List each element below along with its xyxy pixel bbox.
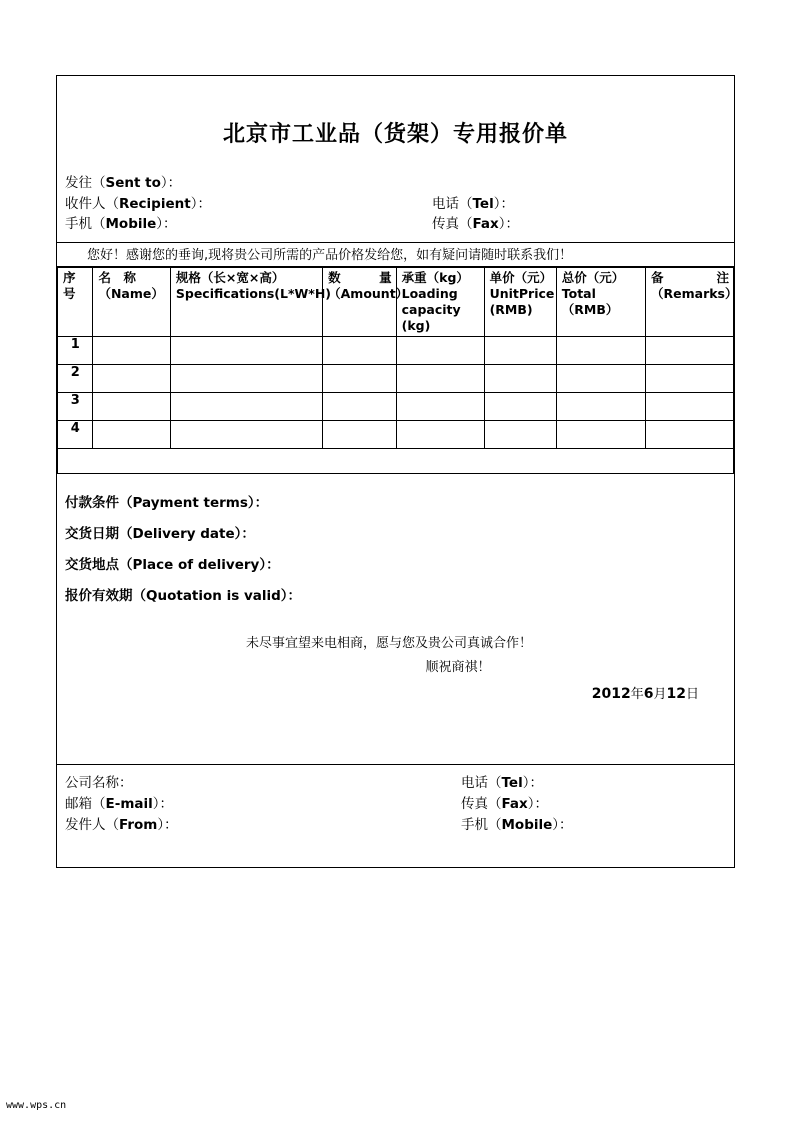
fax-label: 传真（Fax）： xyxy=(432,216,519,233)
greeting-message: 您好！感谢您的垂询,现将贵公司所需的产品价格发给您，如有疑问请随时联系我们！ xyxy=(57,242,734,267)
column-header-total: 总价（元） Total（RMB） xyxy=(556,267,645,336)
footer-divider xyxy=(57,764,734,765)
cell-index: 1 xyxy=(58,336,93,364)
column-header-index: 序 号 xyxy=(58,267,93,336)
footer-block xyxy=(65,773,734,836)
footer-email-row xyxy=(65,794,734,815)
email-label: 邮箱（E-mail）： xyxy=(65,796,174,812)
sent-to-block xyxy=(57,173,734,235)
cell-index: 3 xyxy=(58,392,93,420)
table-row[interactable] xyxy=(58,392,734,420)
cell-amount[interactable] xyxy=(323,420,397,448)
spacer-cell xyxy=(396,448,484,473)
cell-unit-price[interactable] xyxy=(484,364,556,392)
cell-name[interactable] xyxy=(93,336,170,364)
column-header-name: 名 称 （Name） xyxy=(93,267,170,336)
column-header-amount: 数 量 （Amount） xyxy=(323,267,397,336)
footer-fax-label: 传真（Fax）： xyxy=(461,796,548,812)
cell-spec[interactable] xyxy=(170,392,322,420)
page-title: 北京市工业品（货架）专用报价单 xyxy=(222,122,568,147)
cell-name[interactable] xyxy=(93,420,170,448)
cell-spec[interactable] xyxy=(170,336,322,364)
cell-amount[interactable] xyxy=(323,364,397,392)
spacer-cell xyxy=(170,448,322,473)
wps-watermark: www.wps.cn xyxy=(6,1100,67,1111)
spacer-cell xyxy=(323,448,397,473)
column-header-unit-price: 单价（元） UnitPrice (RMB) xyxy=(484,267,556,336)
table-spacer-row xyxy=(58,448,734,473)
cell-remarks[interactable] xyxy=(646,336,734,364)
table-row[interactable] xyxy=(58,420,734,448)
cell-remarks[interactable] xyxy=(646,364,734,392)
quotation-date: 2012年6月12日 xyxy=(591,685,699,702)
mobile-row xyxy=(65,214,734,235)
document-frame xyxy=(56,75,738,868)
footer-tel-label: 电话（Tel）： xyxy=(461,775,543,791)
cell-spec[interactable] xyxy=(170,364,322,392)
sent-to-row xyxy=(65,173,734,194)
cell-unit-price[interactable] xyxy=(484,392,556,420)
cell-loading[interactable] xyxy=(396,392,484,420)
table-row[interactable] xyxy=(58,336,734,364)
cell-unit-price[interactable] xyxy=(484,420,556,448)
place-of-delivery-row: 交货地点（Place of delivery）： xyxy=(65,556,280,573)
mobile-label: 手机（Mobile）： xyxy=(65,216,177,233)
tel-label: 电话（Tel）： xyxy=(432,195,514,212)
column-header-specifications: 规格（长×宽×高） Specifications(L*W*H) xyxy=(170,267,322,336)
cell-index: 4 xyxy=(58,420,93,448)
delivery-date-row: 交货日期（Delivery date）： xyxy=(65,525,255,542)
cell-total[interactable] xyxy=(556,392,645,420)
cell-loading[interactable] xyxy=(396,336,484,364)
from-label: 发件人（From）： xyxy=(65,817,178,833)
items-table xyxy=(57,267,738,474)
quotation-valid-row: 报价有效期（Quotation is valid）： xyxy=(65,587,302,604)
cell-remarks[interactable] xyxy=(646,420,734,448)
column-header-remarks: 备 注 （Remarks） xyxy=(646,267,734,336)
closing-line-1: 未尽事宜望来电相商，愿与您及贵公司真诚合作！ xyxy=(245,635,532,651)
sent-to-label: 发往（Sent to）： xyxy=(65,175,182,192)
table-header-row xyxy=(58,267,734,336)
footer-mobile-label: 手机（Mobile）： xyxy=(461,817,573,833)
cell-loading[interactable] xyxy=(396,364,484,392)
cell-name[interactable] xyxy=(93,392,170,420)
cell-unit-price[interactable] xyxy=(484,336,556,364)
cell-total[interactable] xyxy=(556,336,645,364)
cell-remarks[interactable] xyxy=(646,392,734,420)
footer-company-row xyxy=(65,773,734,794)
terms-block xyxy=(57,474,734,612)
spacer-cell xyxy=(646,448,734,473)
recipient-label: 收件人（Recipient）： xyxy=(65,195,211,212)
spacer-cell xyxy=(58,448,93,473)
cell-spec[interactable] xyxy=(170,420,322,448)
footer-from-row xyxy=(65,815,734,836)
cell-amount[interactable] xyxy=(323,336,397,364)
cell-total[interactable] xyxy=(556,420,645,448)
payment-terms-row: 付款条件（Payment terms）： xyxy=(65,494,269,511)
company-name-label: 公司名称： xyxy=(65,775,133,791)
column-header-loading-capacity: 承重（kg） Loading capacity (kg) xyxy=(396,267,484,336)
closing-line-2: 顺祝商祺！ xyxy=(425,659,491,675)
cell-index: 2 xyxy=(58,364,93,392)
cell-amount[interactable] xyxy=(323,392,397,420)
spacer-cell xyxy=(484,448,556,473)
cell-total[interactable] xyxy=(556,364,645,392)
table-row[interactable] xyxy=(58,364,734,392)
cell-name[interactable] xyxy=(93,364,170,392)
cell-loading[interactable] xyxy=(396,420,484,448)
spacer-cell xyxy=(93,448,170,473)
spacer-cell xyxy=(556,448,645,473)
closing-block xyxy=(57,632,734,707)
recipient-row xyxy=(65,194,734,215)
